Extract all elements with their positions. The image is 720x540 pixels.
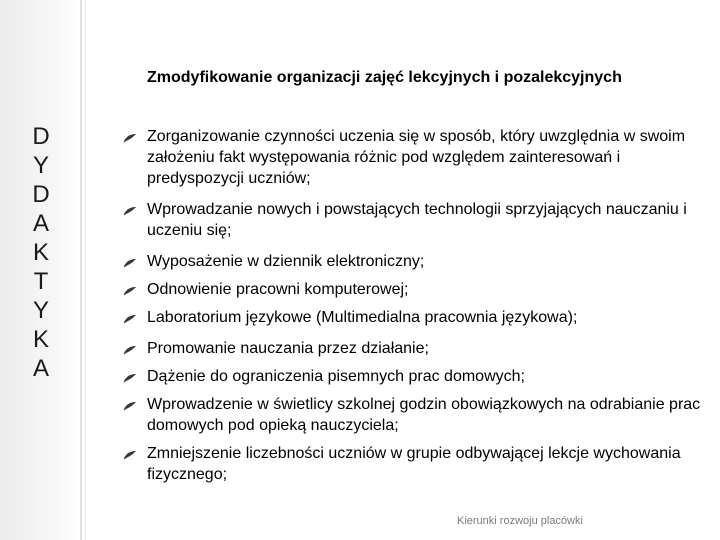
feather-bullet-icon xyxy=(123,314,137,324)
vertical-letter: Y xyxy=(32,297,49,324)
bullet-item xyxy=(147,443,707,485)
vertical-letter: A xyxy=(32,355,49,382)
slide-title: Zmodyfikowanie organizacji zajęć lekcyjnych i pozalekcyjnych xyxy=(147,69,622,86)
vertical-letter: D xyxy=(32,123,50,150)
bullet-item xyxy=(147,279,707,300)
bullet-text: Zmniejszenie liczebności uczniów w grupie odbywającej lekcje wychowania fizycznego; xyxy=(147,445,681,483)
bullet-item xyxy=(147,394,707,436)
bullet-text: Odnowienie pracowni komputerowej; xyxy=(147,281,409,298)
bullet-item xyxy=(147,338,707,359)
bullet-text: Promowanie nauczania przez działanie; xyxy=(147,340,429,357)
bullet-text: Zorganizowanie czynności uczenia się w sposób, który uwzględnia w swoim założeniu fakt występowania różnic pod względem zainteresowań i predyspozycji uczniów; xyxy=(147,128,686,187)
vertical-letter: A xyxy=(32,210,49,237)
feather-bullet-icon xyxy=(123,206,137,216)
feather-bullet-icon xyxy=(123,401,137,411)
bullet-text: Wprowadzanie nowych i powstających technologii sprzyjających nauczaniu i uczeniu się; xyxy=(147,201,687,239)
feather-bullet-icon xyxy=(123,450,137,460)
bullet-item xyxy=(147,366,707,387)
bullet-text: Laboratorium językowe (Multimedialna pracownia językowa); xyxy=(147,309,578,326)
side-divider-line-thin xyxy=(85,0,86,540)
bullet-item xyxy=(147,251,707,272)
vertical-letter: K xyxy=(32,326,49,353)
vertical-letter: K xyxy=(32,239,49,266)
vertical-letter: Y xyxy=(32,152,49,179)
bullet-item xyxy=(147,199,707,241)
bullet-text: Wyposażenie w dziennik elektroniczny; xyxy=(147,253,425,270)
vertical-word xyxy=(0,122,82,383)
bullet-text: Wprowadzenie w świetlicy szkolnej godzin obowiązkowych na odrabianie prac domowych pod opieką nauczyciela; xyxy=(147,396,701,434)
feather-bullet-icon xyxy=(123,345,137,355)
vertical-letter: T xyxy=(33,268,49,295)
bullet-item xyxy=(147,126,707,189)
feather-bullet-icon xyxy=(123,258,137,268)
bullet-item xyxy=(147,307,707,328)
bullet-text: Dążenie do ograniczenia pisemnych prac domowych; xyxy=(147,368,525,385)
vertical-letter: D xyxy=(32,181,50,208)
feather-bullet-icon xyxy=(123,286,137,296)
bullet-list xyxy=(147,126,707,485)
feather-bullet-icon xyxy=(123,133,137,143)
feather-bullet-icon xyxy=(123,373,137,383)
slide-footer: Kierunki rozwoju placówki xyxy=(457,515,583,527)
